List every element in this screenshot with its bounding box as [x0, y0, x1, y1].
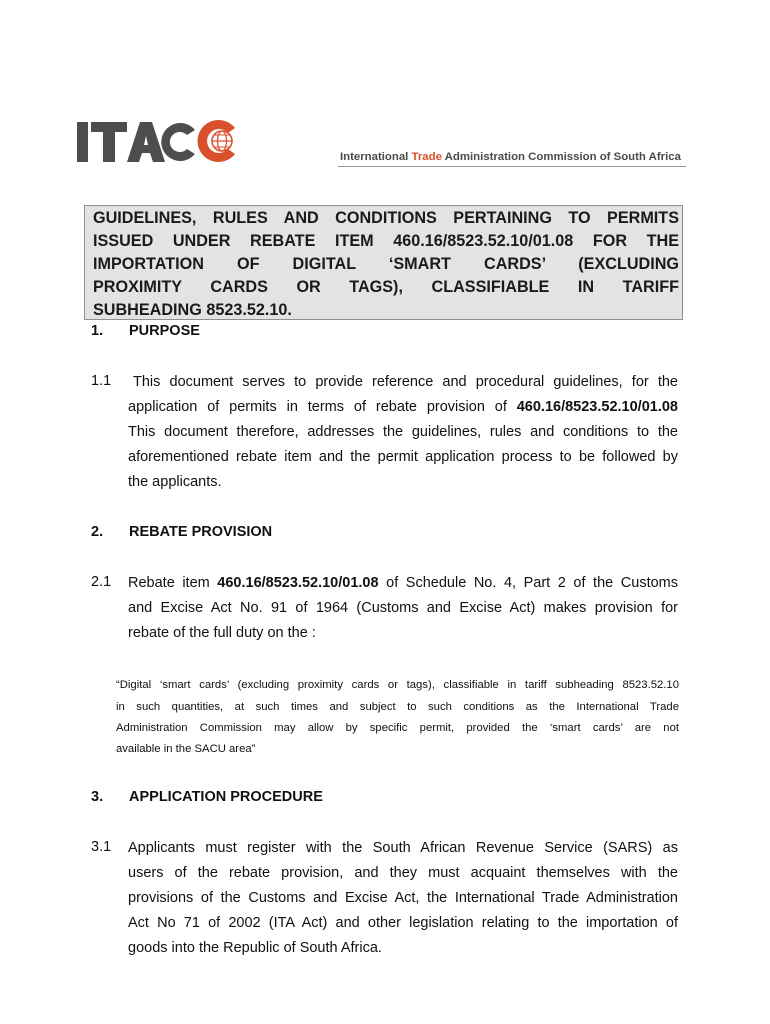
- quote-line: available in the SACU area”: [116, 743, 256, 755]
- paragraph-line: Act No 71 of 2002 (ITA Act) and other legislation relating to the importation of: [128, 915, 678, 931]
- paragraph-line: [128, 397, 678, 417]
- section-number: 2.: [91, 524, 104, 540]
- paragraph-line: the applicants.: [128, 474, 222, 490]
- paragraph-line: goods into the Republic of South Africa.: [128, 940, 382, 956]
- section-heading: REBATE PROVISION: [129, 524, 273, 540]
- paragraph-number: 3.1: [91, 839, 112, 855]
- globe-c-icon: [195, 118, 243, 164]
- paragraph-number: 2.1: [91, 574, 112, 590]
- quote-line: in such quantities, at such times and subject to such conditions as the International Trade: [116, 701, 679, 713]
- quote-line: “Digital ‘smart cards’ (excluding proximity cards or tags), classifiable in tariff subheading 8523.52.10: [116, 679, 679, 691]
- paragraph-number: 1.1: [91, 373, 112, 389]
- itac-logo: [77, 118, 227, 164]
- org-name-part2: Administration Commission of South Africa: [441, 151, 681, 163]
- title-line: ISSUED UNDER REBATE ITEM 460.16/8523.52.10/01.08 FOR THE: [93, 232, 679, 250]
- text-run: of Schedule No. 4, Part 2 of the Customs: [378, 575, 678, 591]
- paragraph-line: [128, 573, 678, 593]
- organization-name: [340, 151, 681, 163]
- section-heading: APPLICATION PROCEDURE: [129, 789, 323, 805]
- header-divider: [338, 166, 686, 167]
- paragraph-line: and Excise Act No. 91 of 1964 (Customs and Excise Act) makes provision for: [128, 600, 678, 616]
- section-number: 1.: [91, 323, 104, 339]
- section-heading: PURPOSE: [129, 323, 200, 339]
- rebate-item-code: 460.16/8523.52.10/01.08: [217, 575, 379, 591]
- quote-line: Administration Commission may allow by specific permit, provided the ‘smart cards’ are not: [116, 722, 679, 734]
- text-run: Rebate item: [128, 575, 218, 591]
- org-name-part1: International: [340, 151, 412, 163]
- paragraph-line: aforementioned rebate item and the permit application process to be followed by: [128, 449, 678, 465]
- title-line: SUBHEADING 8523.52.10.: [93, 301, 292, 319]
- paragraph-line: users of the rebate provision, and they must acquaint themselves with the: [128, 865, 678, 881]
- paragraph-line: This document serves to provide reference and procedural guidelines, for the: [133, 374, 678, 390]
- section-number: 3.: [91, 789, 104, 805]
- title-line: PROXIMITY CARDS OR TAGS), CLASSIFIABLE IN TARIFF: [93, 278, 679, 296]
- paragraph-line: rebate of the full duty on the :: [128, 625, 316, 641]
- paragraph-line: provisions of the Customs and Excise Act, the International Trade Administration: [128, 890, 678, 906]
- logo-text: [77, 119, 187, 163]
- text-run: application of permits in terms of rebate provision of: [128, 399, 517, 415]
- title-line: IMPORTATION OF DIGITAL ‘SMART CARDS’ (EXCLUDING: [93, 255, 679, 273]
- title-line: GUIDELINES, RULES AND CONDITIONS PERTAINING TO PERMITS: [93, 209, 679, 227]
- logo-wordmark: [77, 118, 202, 164]
- paragraph-line: This document therefore, addresses the guidelines, rules and conditions to the: [128, 424, 678, 440]
- rebate-item-code: 460.16/8523.52.10/01.08: [516, 399, 678, 415]
- paragraph-line: Applicants must register with the South African Revenue Service (SARS) as: [128, 840, 678, 856]
- org-name-accent: Trade: [411, 151, 442, 163]
